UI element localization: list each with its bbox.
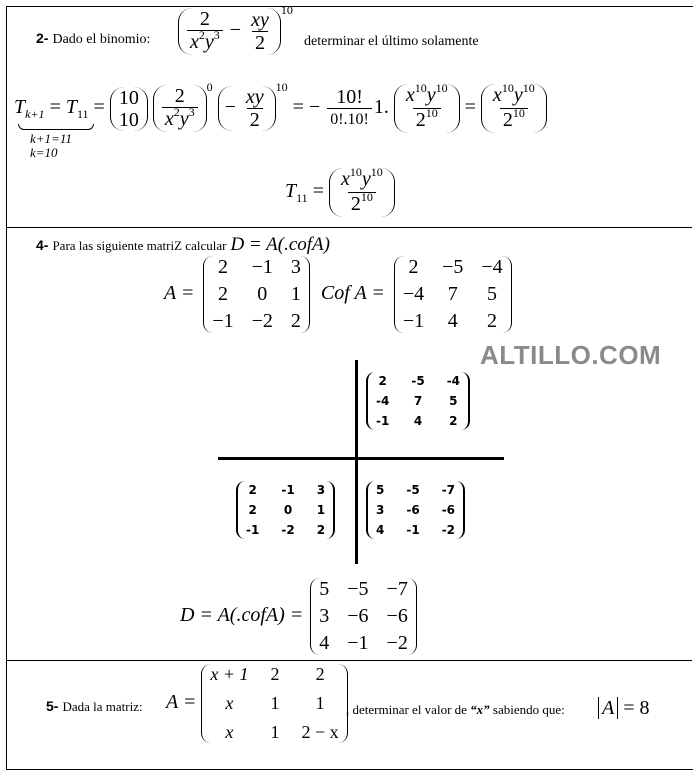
problem-number: 2- [36, 30, 49, 46]
scheme-left-matrix [236, 481, 335, 539]
matrix-5: x + 1 2 2 x 1 1 x 1 2 − x [201, 664, 347, 743]
scheme-cofactor-matrix: 2 -5 -4 -4 7 5 -1 4 2 [366, 372, 470, 430]
underbrace [18, 124, 94, 130]
section-divider [6, 227, 692, 228]
matrix-5-definition: A = x + 1 2 2 x 1 1 x 1 2 − x [166, 664, 348, 743]
problem-intro: Dado el binomio: [52, 32, 151, 47]
matrix-a: 2 −1 3 2 0 1 −1 −2 2 [203, 256, 310, 333]
index-conditions: k+1=11 k=10 [30, 131, 72, 160]
problem-5-statement [46, 698, 143, 716]
final-term-equation: $T_{11}$ = $\frac{x^{10}y^{10}}{2^{10}}$ [285, 168, 395, 217]
section-divider [6, 660, 692, 661]
binomial-coefficient: 10 10 [110, 87, 148, 131]
problem-2-statement [36, 30, 150, 48]
fraction-xy-over-2: $\frac{xy}{2}$ [251, 9, 269, 54]
result-fraction-1: $\frac{x^{10}y^{10}}{2^{10}}$ [394, 84, 460, 133]
scheme-vertical-rule [355, 360, 358, 564]
fraction-2-over-x2y3: $\frac{2}{x^2y^3}$ [187, 8, 223, 55]
problem-2-tail: determinar el último solamente [304, 34, 479, 49]
factorial-fraction: $\frac{10!}{0!.10!}$ [327, 86, 372, 131]
result-fraction-2: $\frac{x^{10}y^{10}}{2^{10}}$ [481, 84, 547, 133]
problem-intro: Dada la matriz: [62, 699, 143, 714]
problem-number: 5- [46, 698, 59, 714]
formula-d: D = A(.cofA) [230, 234, 330, 255]
final-term-fraction: $\frac{x^{10}y^{10}}{2^{10}}$ [329, 168, 395, 217]
matrix-d: 5 −5 −7 3 −6 −6 4 −1 −2 [310, 578, 417, 655]
scheme-result-matrix [366, 481, 465, 539]
matrix-d-result: D = A(.cofA) = 5 −5 −7 3 −6 −6 4 −1 −2 [180, 578, 417, 655]
general-term-equation: $T_{k+1} = T_{11}$ = 10 10 $\frac{2}{x^2y^3}$ $^0$ − $\frac{xy}{2}$ $^{10}$ = − $\frac{10!}{0!.10!}$ 1. $\frac{x^{10}y^{10}}{2^{10}}$ = $\frac{x^{10}y^{10}}{2^{10}}$ [14, 84, 547, 133]
scheme-product-matrix: 5 -5 -7 3 -6 -6 4 -1 -2 [366, 481, 465, 539]
binomial-parentheses: $\frac{2}{x^2y^3}$ − $\frac{xy}{2}$ [178, 8, 281, 55]
problem-intro: Para las siguiente matriZ calcular [52, 238, 227, 253]
binomial-expression [178, 3, 293, 55]
matrix-a-definition: A = 2 −1 3 2 0 1 −1 −2 2 Cof A = 2 −5 −4 −4 7 5 −1 4 2 [164, 256, 512, 333]
problem-number: 4- [36, 237, 49, 253]
second-factor: − $\frac{xy}{2}$ [218, 86, 276, 131]
determinant-condition: A = 8 [598, 697, 650, 720]
matrix-cofactor: 2 −5 −4 −4 7 5 −1 4 2 [394, 256, 512, 333]
binomial-power: 10 [280, 3, 293, 18]
scheme-horizontal-rule [218, 457, 504, 460]
problem-4-statement [36, 234, 330, 256]
scheme-a-matrix: 2 -1 3 2 0 1 -1 -2 2 [236, 481, 335, 539]
watermark-logo: ALTILLO.COM [480, 340, 662, 370]
term-11: $T_{11}$ [65, 96, 89, 122]
general-term: $T_{k+1}$ [14, 96, 45, 122]
problem-5-tail: , determinar el valor de “x” sabiendo que: [346, 702, 565, 717]
first-factor: $\frac{2}{x^2y^3}$ [153, 85, 207, 132]
scheme-top-matrix [366, 372, 470, 430]
